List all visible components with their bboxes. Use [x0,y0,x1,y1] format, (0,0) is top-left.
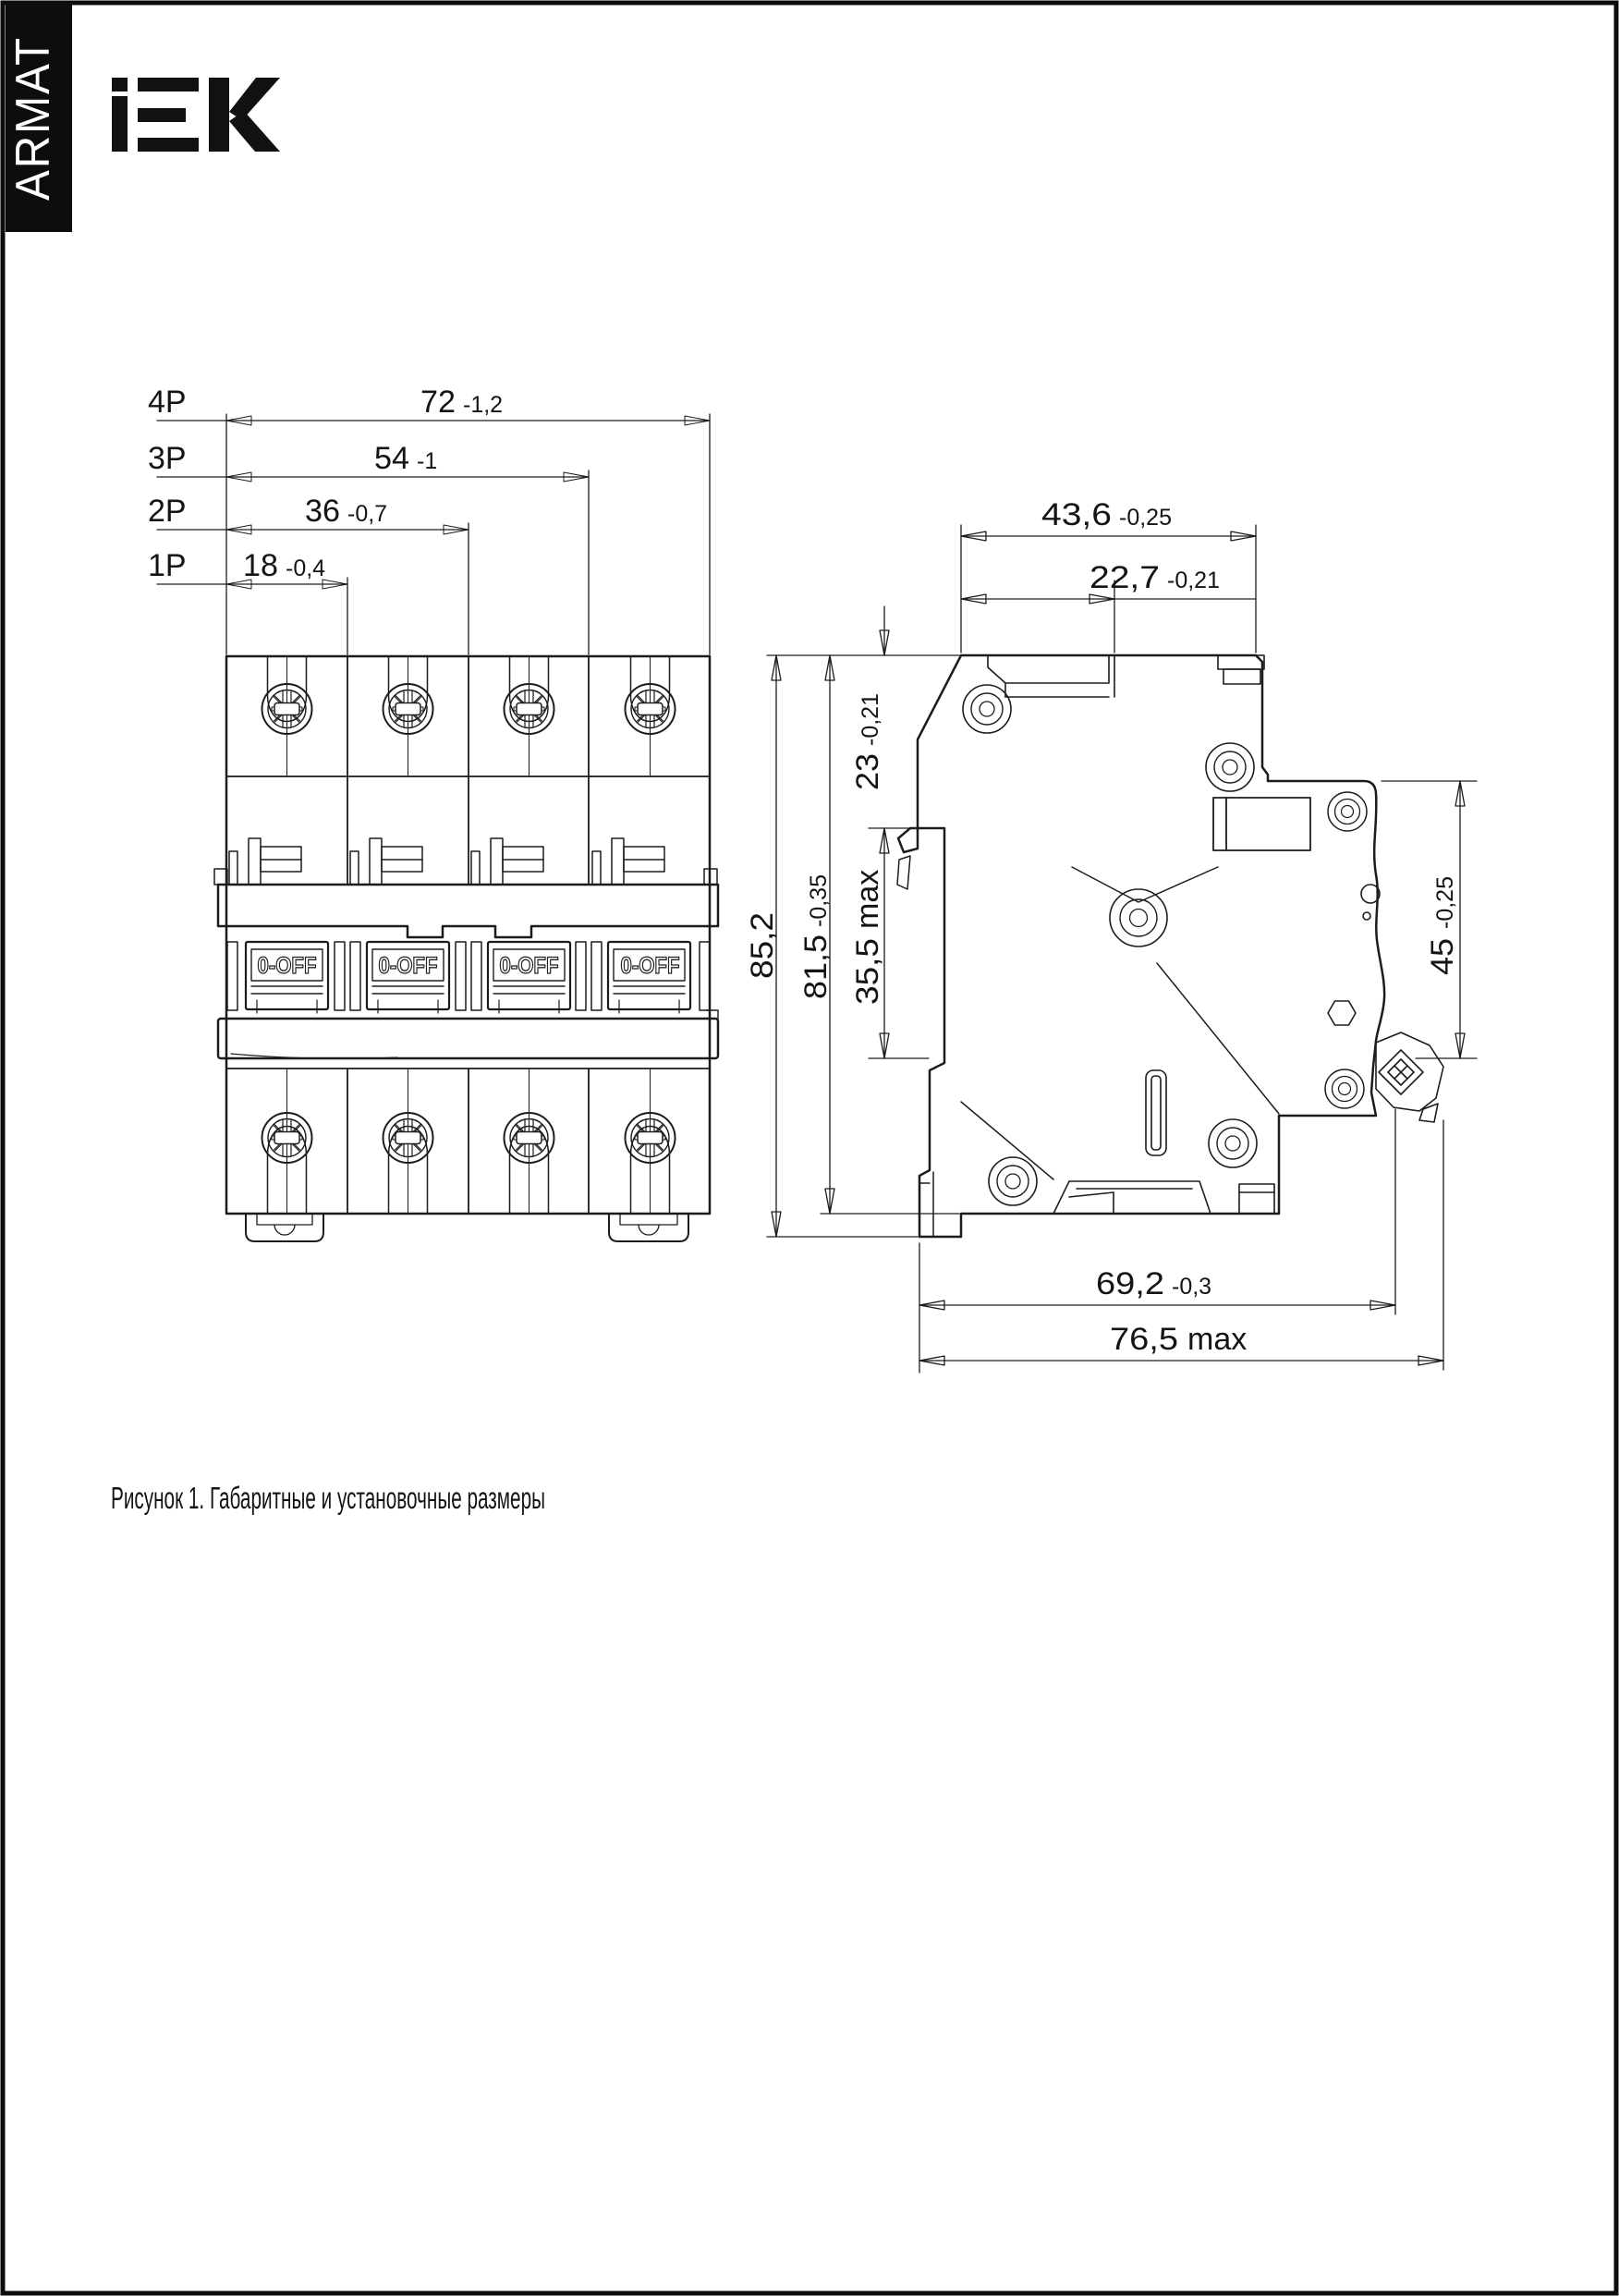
dim-height-body: 81,5-0,35 [798,874,834,999]
dim-width-2p: 36 -0,7 [305,494,388,529]
dim-depth-body: 69,2 -0,3 [1096,1266,1212,1301]
dim-width-3p: 54 -1 [374,441,438,476]
rivet-icon [1206,743,1254,791]
front-view-dimension-labels [148,385,503,583]
toggle-label: 0-OFF [378,953,438,979]
rivet-icon [963,685,1011,733]
rivet-icon [989,1157,1037,1205]
rivet-icon [1328,792,1367,831]
toggle-labels [258,953,680,979]
side-view-dimension-labels [745,497,1460,1357]
top-step [988,655,1114,697]
side-window [1213,798,1310,850]
rivet-icons [963,685,1367,1205]
brand-area [6,5,280,232]
dim-width-1p: 18 -0,4 [243,548,326,583]
lower-face-band [218,1010,718,1058]
side-view-drawing [897,655,1443,1237]
toggle-label: 0-OFF [620,953,680,979]
rivet-icon [1110,889,1167,946]
brand-sidebar-label: ARMAT [6,26,60,201]
pole-label-3p: 3P [148,441,187,476]
dim-depth-overall: 76,5 max [1110,1322,1248,1357]
dim-din-recess: 35,5max [850,869,885,1005]
top-latch [1218,655,1264,684]
dim-height-overall: 85,2 [745,917,780,979]
pole-label-4p: 4P [148,385,187,420]
figure-caption: Рисунок 1. Габаритные и установочные размеры [111,1481,545,1515]
dim-din-offset: 23-0,21 [850,693,885,790]
rivet-icon [1325,1069,1364,1108]
din-feet [246,1214,688,1241]
upper-face-band [218,885,718,937]
latch-tabs [214,838,717,885]
iek-logo-icon [112,78,280,152]
side-bottom-details [1053,1070,1274,1214]
front-view-drawing [214,656,718,1241]
side-clip-details [1328,885,1443,1122]
dim-top-width: 43,6 -0,25 [1041,497,1172,532]
pole-label-2p: 2P [148,494,187,529]
dim-width-4p: 72 -1,2 [420,385,504,420]
rivet-icon [1209,1119,1257,1167]
page-border [3,3,1616,2293]
toggle-label: 0-OFF [257,953,317,979]
side-internal-lines [897,856,1279,1237]
pole-label-1p: 1P [148,548,187,583]
toggle-label: 0-OFF [499,953,559,979]
dim-handle-width: 22,7 -0,21 [1089,560,1220,595]
dim-front-height: 45-0,25 [1425,876,1460,975]
